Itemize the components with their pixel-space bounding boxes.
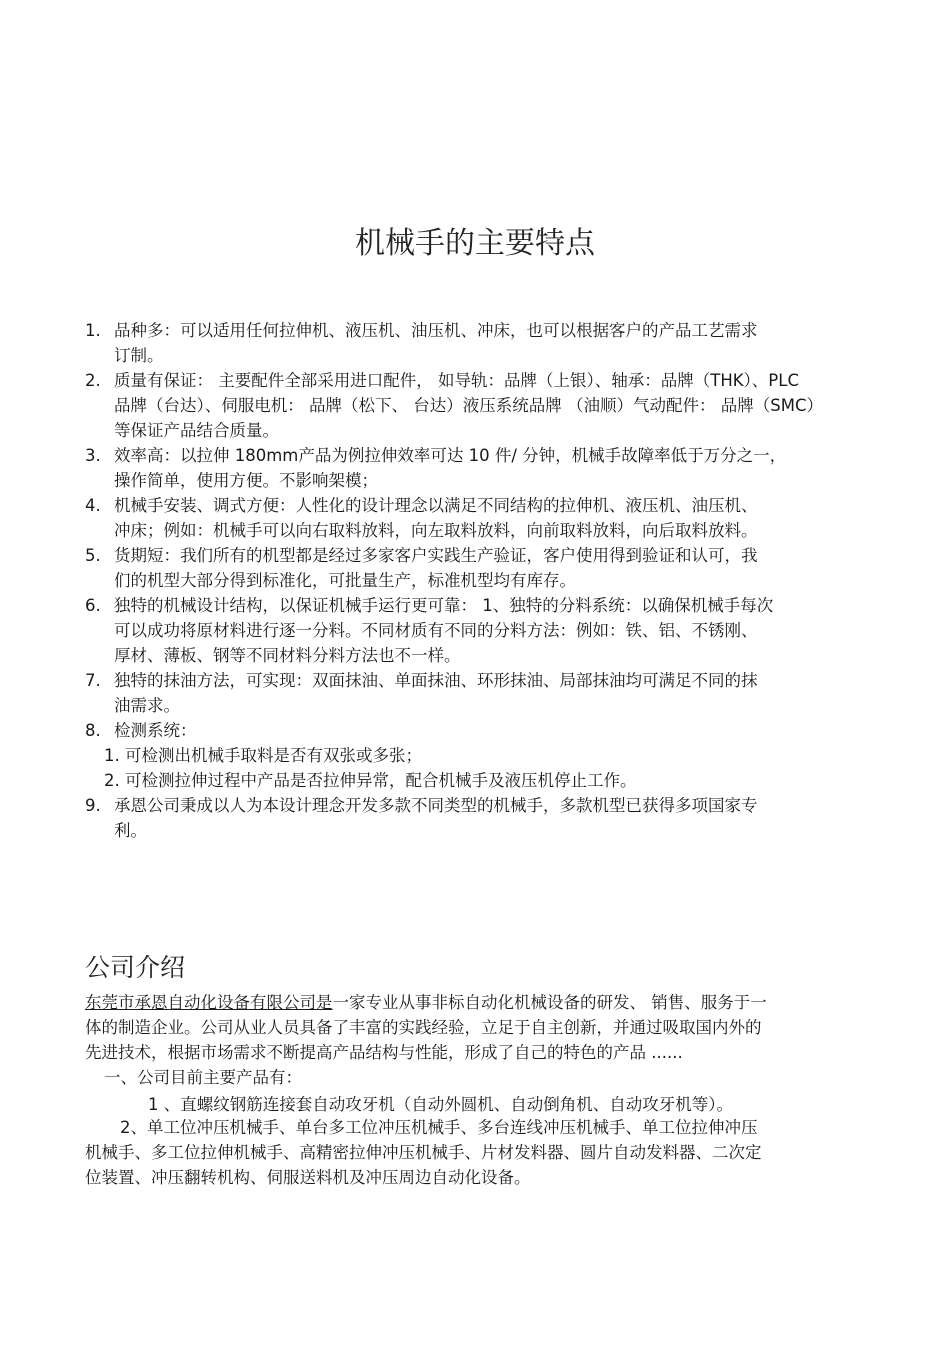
list-number: 8. [85, 721, 101, 740]
list-item-line: 操作简单，使用方便。不影响架模； [114, 471, 378, 490]
detection-item: 2. 可检测拉伸过程中产品是否拉伸异常，配合机械手及液压机停止工作。 [104, 771, 637, 790]
list-number: 4. [85, 496, 101, 515]
list-item-line: 等保证产品结合质量。 [114, 421, 279, 440]
products-heading: 一、公司目前主要产品有： [104, 1068, 302, 1087]
list-item-line: 质量有保证： 主要配件全部采用进口配件， 如导轨：品牌（上银）、轴承：品牌（THK）、PLC [114, 371, 799, 390]
list-item-line: 货期短：我们所有的机型都是经过多家客户实践生产验证，客户使用得到验证和认可，我 [114, 546, 758, 565]
list-item-line: 品种多：可以适用任何拉伸机、液压机、油压机、冲床，也可以根据客户的产品工艺需求 [114, 321, 758, 340]
list-item-line: 冲床；例如：机械手可以向右取料放料，向左取料放料，向前取料放料，向后取料放料。 [114, 521, 758, 540]
intro-line [85, 990, 767, 1015]
list-item-line: 检测系统： [114, 721, 197, 740]
list-number: 6. [85, 596, 101, 615]
list-item-line: 油需求。 [114, 696, 180, 715]
detection-item: 1. 可检测出机械手取料是否有双张或多张； [104, 746, 422, 765]
product-item: 2、单工位冲压机械手、单台多工位冲压机械手、多台连线冲压机械手、单工位拉伸冲压 [120, 1118, 758, 1137]
list-item-line: 承恩公司秉成以人为本设计理念开发多款不同类型的机械手，多款机型已获得多项国家专 [114, 796, 758, 815]
list-number: 9. [85, 796, 101, 815]
list-item-line: 订制。 [114, 346, 164, 365]
product-item-line: 机械手、多工位拉伸机械手、高精密拉伸冲压机械手、片材发料器、圆片自动发料器、二次定 [85, 1143, 762, 1162]
intro-line: 体的制造企业。公司从业人员具备了丰富的实践经验，立足于自主创新，并通过吸取国内外的 [85, 1018, 762, 1037]
section-heading: 公司介绍 [85, 953, 186, 982]
company-name: 东莞市承恩自动化设备有限公司是 [85, 993, 333, 1012]
list-item-line: 独特的抹油方法，可实现：双面抹油、单面抹油、环形抹油、局部抹油均可满足不同的抹 [114, 671, 758, 690]
list-item-line: 效率高：以拉伸 180mm产品为例拉伸效率可达 10 件/ 分钟，机械手故障率低于万分之一， [114, 446, 787, 465]
list-item-line: 利。 [114, 821, 147, 840]
list-number: 2. [85, 371, 101, 390]
product-item-line: 位装置、冲压翻转机构、伺服送料机及冲压周边自动化设备。 [85, 1168, 531, 1187]
list-item-line: 品牌（台达）、伺服电机： 品牌（松下、 台达）液压系统品牌 （油顺）气动配件： 品牌（SMC） [114, 396, 823, 415]
list-number: 1. [85, 321, 101, 340]
list-number: 7. [85, 671, 101, 690]
page-title: 机械手的主要特点 [355, 226, 595, 261]
list-item-line: 可以成功将原材料进行逐一分料。不同材质有不同的分料方法：例如：铁、铝、不锈刚、 [114, 621, 758, 640]
intro-text: 一家专业从事非标自动化机械设备的研发、 销售、服务于一 [332, 993, 767, 1012]
product-item: 1 、直螺纹钢筋连接套自动攻牙机（自动外圆机、自动倒角机、自动攻牙机等）。 [148, 1095, 733, 1114]
list-item-line: 厚材、薄板、钢等不同材料分料方法也不一样。 [114, 646, 461, 665]
list-item-line: 独特的机械设计结构，以保证机械手运行更可靠： 1、独特的分料系统：以确保机械手每次 [114, 596, 774, 615]
list-item-line: 们的机型大部分得到标准化，可批量生产，标准机型均有库存。 [114, 571, 576, 590]
list-number: 5. [85, 546, 101, 565]
list-number: 3. [85, 446, 101, 465]
list-item-line: 机械手安装、调式方便：人性化的设计理念以满足不同结构的拉伸机、液压机、油压机、 [114, 496, 758, 515]
intro-line: 先进技术，根据市场需求不断提高产品结构与性能，形成了自己的特色的产品 ...... [85, 1043, 683, 1062]
